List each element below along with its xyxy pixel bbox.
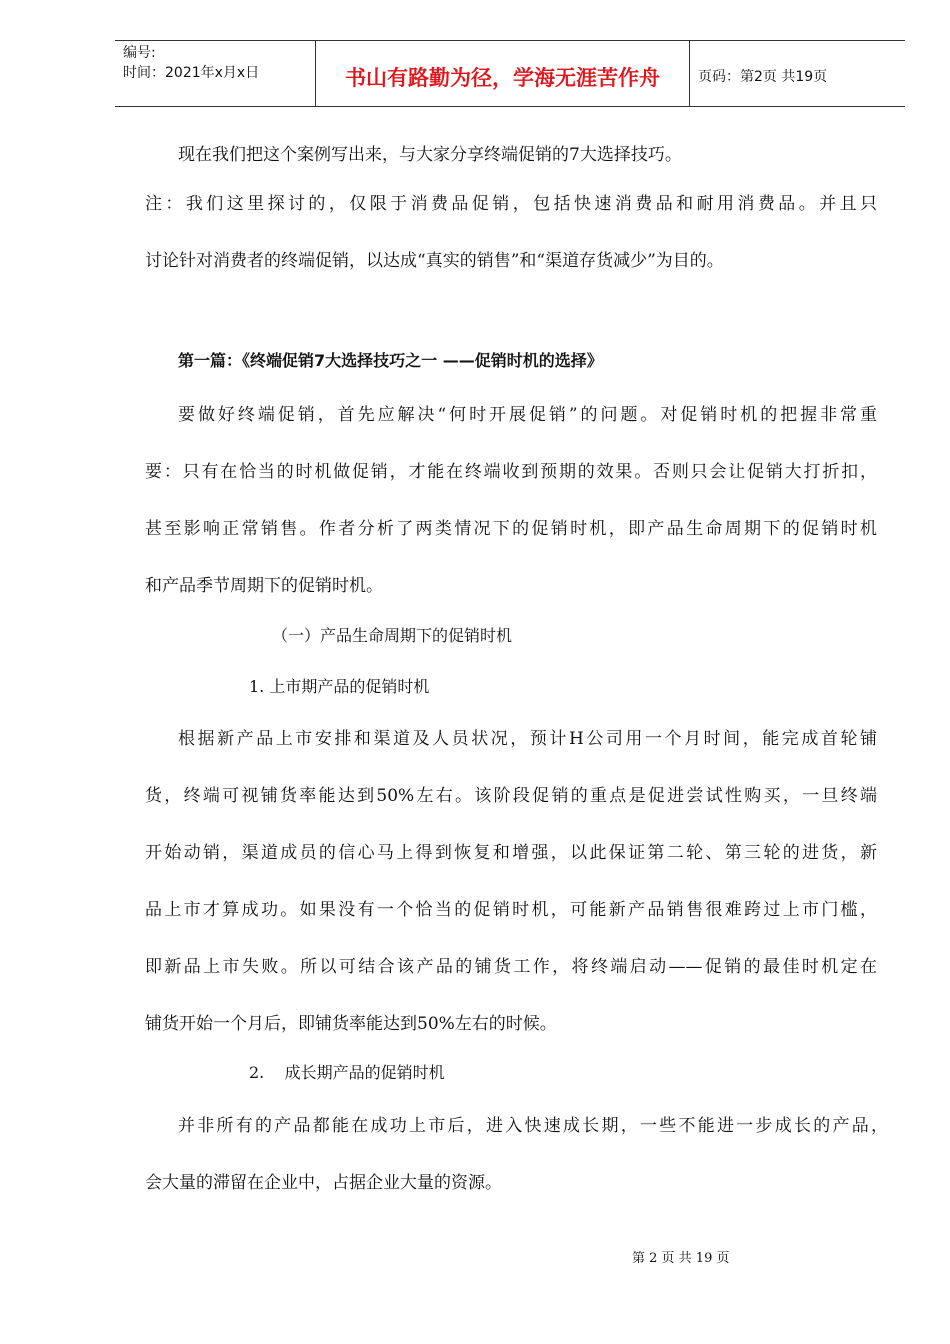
note-line-1: 注：我们这里探讨的，仅限于消费品促销，包括快速消费品和耐用消费品。并且只	[145, 194, 877, 214]
p2-line-5: 即新品上市失败。所以可结合该产品的铺货工作，将终端启动——促销的最佳时机定在	[145, 957, 877, 977]
header-motto: 书山有路勤为径，学海无涯苦作舟	[316, 41, 690, 106]
p1-line-3: 甚至影响正常销售。作者分析了两类情况下的促销时机，即产品生命周期下的促销时机	[145, 519, 877, 539]
item-heading-2: 2. 成长期产品的促销时机	[249, 1063, 445, 1082]
time-label: 时间：2021年x月x日	[123, 65, 260, 81]
p2-line-1: 根据新产品上市安排和渠道及人员状况，预计H公司用一个月时间，能完成首轮铺	[178, 729, 877, 749]
document-header	[115, 40, 905, 107]
header-page-label: 页码：第2页 共19页	[698, 68, 828, 85]
p3-line-2: 会大量的滞留在企业中，占据企业大量的资源。	[145, 1173, 502, 1193]
page-footer: 第 2 页 共 19 页	[632, 1251, 730, 1266]
p2-line-3: 开始动销，渠道成员的信心马上得到恢复和增强，以此保证第二轮、第三轮的进货，新	[145, 843, 877, 863]
p1-line-1: 要做好终端促销，首先应解决“何时开展促销”的问题。对促销时机的把握非常重	[178, 405, 877, 425]
p3-line-1: 并非所有的产品都能在成功上市后，进入快速成长期，一些不能进一步成长的产品，	[178, 1116, 888, 1136]
chapter-title: 第一篇：《终端促销7大选择技巧之一 ——促销时机的选择》	[178, 351, 603, 370]
header-meta-cell	[115, 41, 316, 106]
p2-line-4: 品上市才算成功。如果没有一个恰当的促销时机，可能新产品销售很难跨过上市门槛，	[145, 900, 877, 920]
item-heading-1: 1. 上市期产品的促销时机	[249, 677, 430, 696]
p1-line-4: 和产品季节周期下的促销时机。	[145, 576, 383, 596]
p2-line-6: 铺货开始一个月后，即铺货率能达到50%左右的时候。	[145, 1014, 557, 1034]
section-heading: （一）产品生命周期下的促销时机	[272, 626, 513, 645]
p2-line-2: 货，终端可视铺货率能达到50%左右。该阶段促销的重点是促进尝试性购买，一旦终端	[145, 786, 877, 806]
number-label: 编号:	[123, 45, 156, 61]
p1-line-2: 要：只有在恰当的时机做促销，才能在终端收到预期的效果。否则只会让促销大打折扣，	[145, 462, 877, 482]
note-line-2: 讨论针对消费者的终端促销，以达成“真实的销售”和“渠道存货减少”为目的。	[145, 251, 724, 271]
intro-paragraph: 现在我们把这个案例写出来，与大家分享终端促销的7大选择技巧。	[178, 145, 682, 165]
